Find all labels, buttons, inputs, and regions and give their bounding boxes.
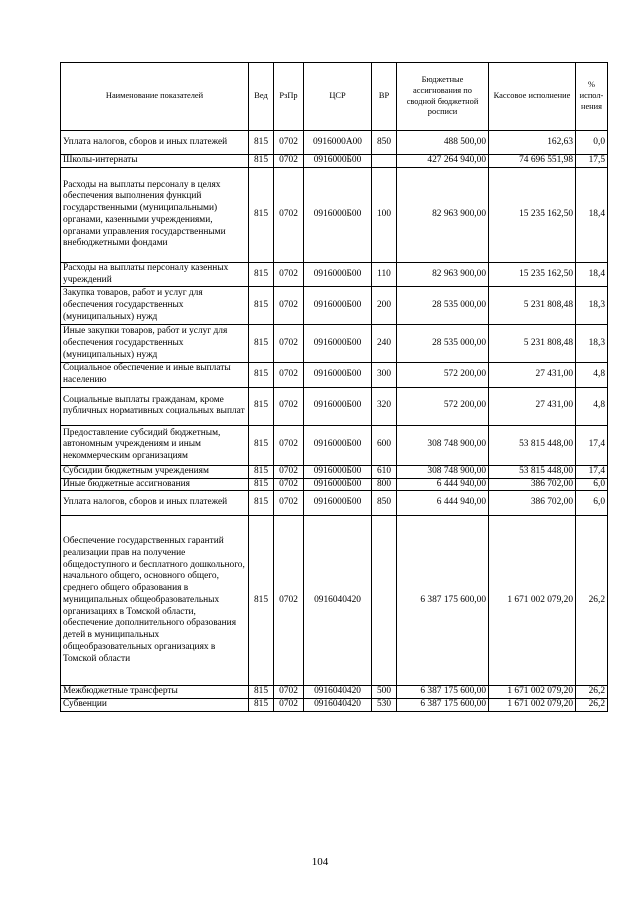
cell-assigned: 6 444 940,00 <box>397 478 489 491</box>
cell-percent: 17,4 <box>576 425 608 465</box>
cell-executed: 15 235 162,50 <box>489 262 576 287</box>
cell-executed: 27 431,00 <box>489 363 576 388</box>
cell-vr: 100 <box>372 167 397 262</box>
cell-executed: 162,63 <box>489 131 576 155</box>
table-row <box>61 478 608 491</box>
header-assigned: Бюджетные ассигнования по сводной бюджетной росписи <box>397 63 489 131</box>
cell-name: Расходы на выплаты персоналу казенных учреждений <box>61 262 249 287</box>
header-rzpr: РзПр <box>274 63 304 131</box>
cell-vr: 320 <box>372 387 397 425</box>
cell-name: Закупка товаров, работ и услуг для обеспечения государственных (муниципальных) нужд <box>61 287 249 325</box>
header-executed: Кассовое исполнение <box>489 63 576 131</box>
cell-csr: 0916040420 <box>304 699 372 712</box>
table-row <box>61 131 608 155</box>
cell-csr: 0916000Б00 <box>304 465 372 478</box>
cell-percent: 17,4 <box>576 465 608 478</box>
cell-csr: 0916000Б00 <box>304 478 372 491</box>
cell-assigned: 572 200,00 <box>397 363 489 388</box>
cell-csr: 0916000Б00 <box>304 167 372 262</box>
table-body <box>61 131 608 712</box>
page-number: 104 <box>311 856 329 868</box>
budget-table <box>60 62 608 712</box>
cell-vr: 850 <box>372 491 397 516</box>
cell-csr: 0916000Б00 <box>304 325 372 363</box>
cell-csr: 0916040420 <box>304 686 372 699</box>
cell-name: Обеспечение государственных гарантий реализации прав на получение общедоступного и бесплатного дошкольного, начального общего, основного общего, среднего общего образования в муниципальных общеобразовательных организациях в Томской области, обеспечение дополнительного образования детей в муниципальных общеобразовательных организациях в Томской области <box>61 516 249 686</box>
cell-ved: 815 <box>249 425 274 465</box>
cell-ved: 815 <box>249 686 274 699</box>
header-percent: % испол-нения <box>576 63 608 131</box>
table-row <box>61 465 608 478</box>
cell-executed: 74 696 551,98 <box>489 155 576 168</box>
cell-ved: 815 <box>249 491 274 516</box>
cell-vr: 610 <box>372 465 397 478</box>
cell-percent: 4,8 <box>576 363 608 388</box>
cell-rzpr: 0702 <box>274 363 304 388</box>
cell-assigned: 308 748 900,00 <box>397 465 489 478</box>
cell-assigned: 572 200,00 <box>397 387 489 425</box>
cell-name: Иные закупки товаров, работ и услуг для обеспечения государственных (муниципальных) нужд <box>61 325 249 363</box>
cell-vr: 110 <box>372 262 397 287</box>
cell-percent: 18,4 <box>576 262 608 287</box>
table-header-row <box>61 63 608 131</box>
cell-percent: 18,3 <box>576 287 608 325</box>
cell-rzpr: 0702 <box>274 387 304 425</box>
cell-rzpr: 0702 <box>274 465 304 478</box>
cell-assigned: 6 387 175 600,00 <box>397 686 489 699</box>
cell-percent: 6,0 <box>576 491 608 516</box>
cell-rzpr: 0702 <box>274 478 304 491</box>
cell-csr: 0916000А00 <box>304 131 372 155</box>
cell-percent: 18,4 <box>576 167 608 262</box>
cell-csr: 0916000Б00 <box>304 363 372 388</box>
cell-vr: 800 <box>372 478 397 491</box>
cell-name: Школы-интернаты <box>61 155 249 168</box>
cell-vr <box>372 516 397 686</box>
cell-assigned: 6 444 940,00 <box>397 491 489 516</box>
cell-rzpr: 0702 <box>274 131 304 155</box>
cell-csr: 0916000Б00 <box>304 387 372 425</box>
cell-name: Предоставление субсидий бюджетным, автономным учреждениям и иным некоммерческим организациям <box>61 425 249 465</box>
cell-percent: 4,8 <box>576 387 608 425</box>
table-row <box>61 262 608 287</box>
cell-vr: 240 <box>372 325 397 363</box>
cell-vr: 300 <box>372 363 397 388</box>
cell-percent: 17,5 <box>576 155 608 168</box>
cell-ved: 815 <box>249 363 274 388</box>
cell-percent: 6,0 <box>576 478 608 491</box>
cell-executed: 27 431,00 <box>489 387 576 425</box>
cell-assigned: 6 387 175 600,00 <box>397 699 489 712</box>
table-row <box>61 491 608 516</box>
cell-rzpr: 0702 <box>274 287 304 325</box>
cell-name: Расходы на выплаты персоналу в целях обеспечения выполнения функций государственными (муниципальными) органами, казенными учреждениями, органами управления государственными внебюджетными фондами <box>61 167 249 262</box>
table-row <box>61 516 608 686</box>
cell-rzpr: 0702 <box>274 686 304 699</box>
cell-vr: 200 <box>372 287 397 325</box>
cell-ved: 815 <box>249 478 274 491</box>
cell-name: Уплата налогов, сборов и иных платежей <box>61 131 249 155</box>
header-name: Наименование показателей <box>61 63 249 131</box>
cell-assigned: 28 535 000,00 <box>397 287 489 325</box>
table-row <box>61 387 608 425</box>
table-row <box>61 425 608 465</box>
table-row <box>61 155 608 168</box>
cell-csr: 0916000Б00 <box>304 287 372 325</box>
cell-rzpr: 0702 <box>274 262 304 287</box>
cell-assigned: 308 748 900,00 <box>397 425 489 465</box>
cell-assigned: 28 535 000,00 <box>397 325 489 363</box>
cell-name: Субсидии бюджетным учреждениям <box>61 465 249 478</box>
cell-ved: 815 <box>249 699 274 712</box>
cell-rzpr: 0702 <box>274 491 304 516</box>
cell-ved: 815 <box>249 131 274 155</box>
cell-percent: 18,3 <box>576 325 608 363</box>
cell-executed: 1 671 002 079,20 <box>489 699 576 712</box>
cell-rzpr: 0702 <box>274 167 304 262</box>
cell-executed: 5 231 808,48 <box>489 325 576 363</box>
cell-ved: 815 <box>249 325 274 363</box>
cell-executed: 1 671 002 079,20 <box>489 516 576 686</box>
cell-rzpr: 0702 <box>274 699 304 712</box>
cell-assigned: 6 387 175 600,00 <box>397 516 489 686</box>
cell-vr: 530 <box>372 699 397 712</box>
cell-percent: 26,2 <box>576 516 608 686</box>
cell-csr: 0916000Б00 <box>304 491 372 516</box>
cell-rzpr: 0702 <box>274 155 304 168</box>
cell-rzpr: 0702 <box>274 325 304 363</box>
cell-ved: 815 <box>249 387 274 425</box>
table-row <box>61 686 608 699</box>
header-vr: ВР <box>372 63 397 131</box>
cell-percent: 26,2 <box>576 686 608 699</box>
cell-percent: 26,2 <box>576 699 608 712</box>
header-csr: ЦСР <box>304 63 372 131</box>
cell-ved: 815 <box>249 516 274 686</box>
cell-assigned: 82 963 900,00 <box>397 262 489 287</box>
header-ved: Вед <box>249 63 274 131</box>
table-row <box>61 325 608 363</box>
cell-executed: 15 235 162,50 <box>489 167 576 262</box>
cell-assigned: 82 963 900,00 <box>397 167 489 262</box>
cell-executed: 386 702,00 <box>489 478 576 491</box>
cell-assigned: 427 264 940,00 <box>397 155 489 168</box>
cell-ved: 815 <box>249 262 274 287</box>
cell-vr: 600 <box>372 425 397 465</box>
table-row <box>61 699 608 712</box>
cell-vr: 850 <box>372 131 397 155</box>
cell-csr: 0916000Б00 <box>304 262 372 287</box>
cell-rzpr: 0702 <box>274 516 304 686</box>
cell-name: Иные бюджетные ассигнования <box>61 478 249 491</box>
cell-ved: 815 <box>249 155 274 168</box>
table-row <box>61 363 608 388</box>
cell-ved: 815 <box>249 465 274 478</box>
cell-name: Субвенции <box>61 699 249 712</box>
cell-percent: 0,0 <box>576 131 608 155</box>
cell-assigned: 488 500,00 <box>397 131 489 155</box>
cell-executed: 386 702,00 <box>489 491 576 516</box>
cell-executed: 5 231 808,48 <box>489 287 576 325</box>
cell-vr: 500 <box>372 686 397 699</box>
cell-name: Межбюджетные трансферты <box>61 686 249 699</box>
cell-csr: 0916000Б00 <box>304 425 372 465</box>
cell-csr: 0916040420 <box>304 516 372 686</box>
table-row <box>61 167 608 262</box>
cell-ved: 815 <box>249 167 274 262</box>
cell-executed: 1 671 002 079,20 <box>489 686 576 699</box>
cell-executed: 53 815 448,00 <box>489 425 576 465</box>
table-row <box>61 287 608 325</box>
cell-csr: 0916000Б00 <box>304 155 372 168</box>
cell-name: Уплата налогов, сборов и иных платежей <box>61 491 249 516</box>
cell-name: Социальные выплаты гражданам, кроме публичных нормативных социальных выплат <box>61 387 249 425</box>
cell-ved: 815 <box>249 287 274 325</box>
cell-name: Социальное обеспечение и иные выплаты населению <box>61 363 249 388</box>
cell-executed: 53 815 448,00 <box>489 465 576 478</box>
cell-vr <box>372 155 397 168</box>
cell-rzpr: 0702 <box>274 425 304 465</box>
